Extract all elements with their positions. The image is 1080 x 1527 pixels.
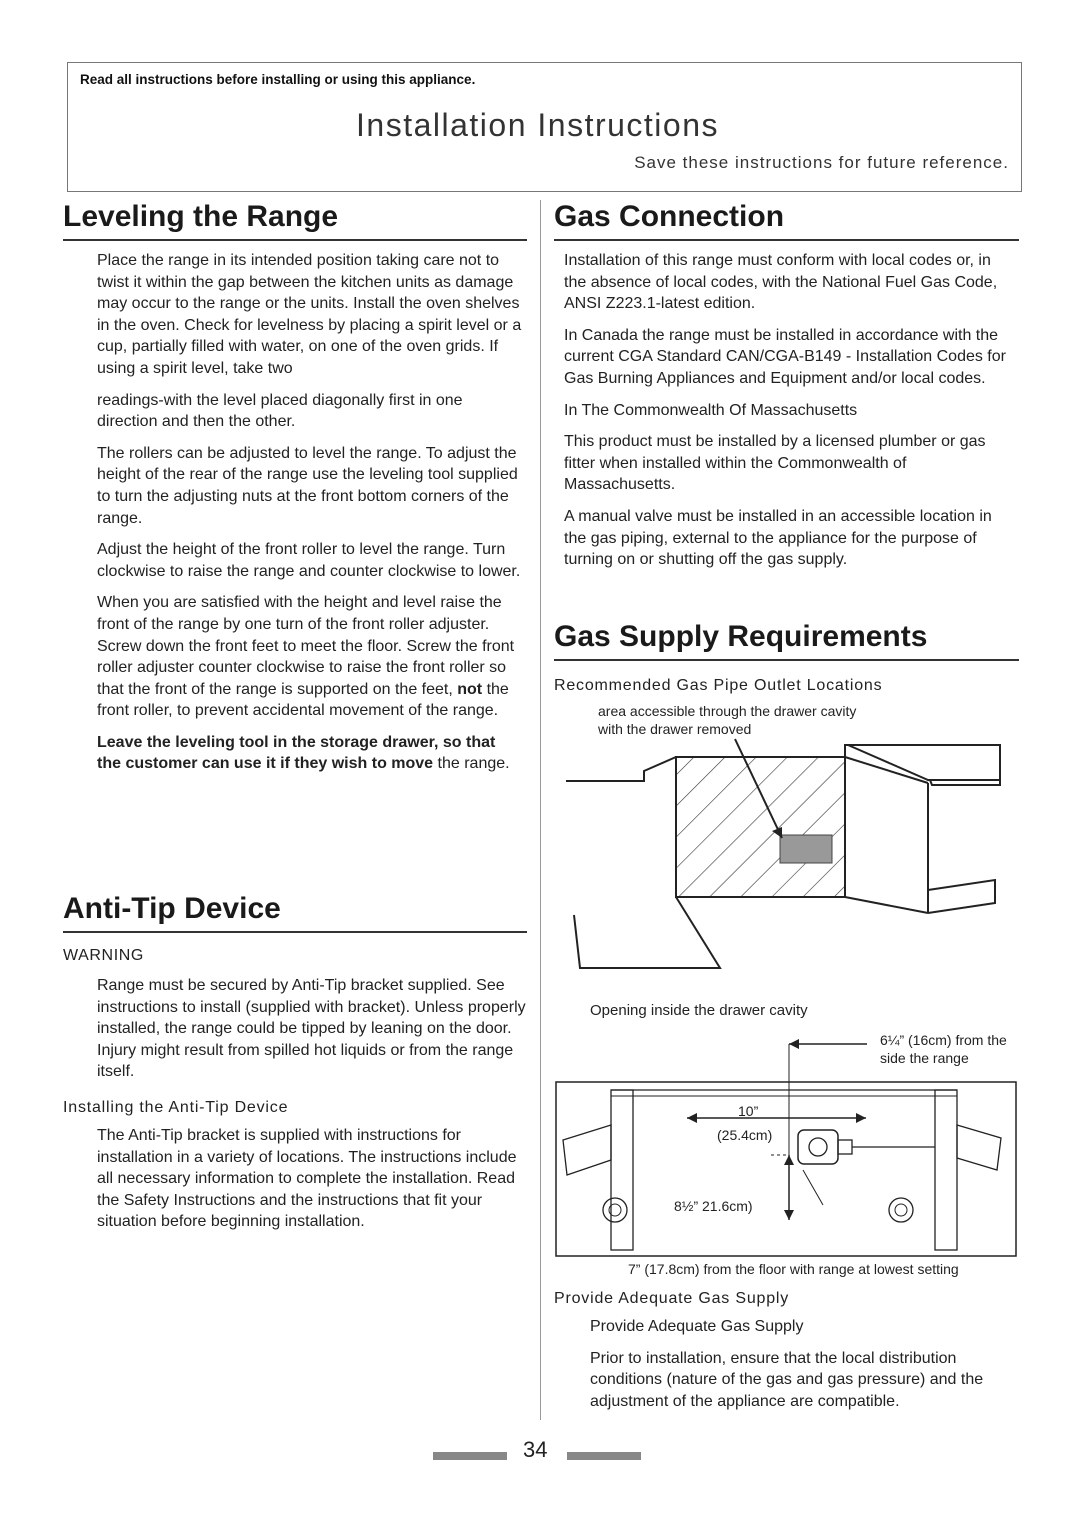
gas-p4: This product must be installed by a licensed plumber or gas fitter when installed within the Commonwealth of Massachusetts.: [564, 433, 986, 494]
leveling-p5: [97, 592, 522, 722]
leveling-p6-end: the range.: [437, 755, 510, 773]
antitip-heading: Anti-Tip Device: [63, 892, 281, 925]
leveling-body: [97, 250, 522, 775]
supply-rule: [554, 659, 1019, 661]
supply-subheading-2: Provide Adequate Gas Supply: [554, 1290, 790, 1307]
leveling-rule: [63, 239, 527, 241]
leveling-p5-a: When you are satisfied with the height and level raise the front of the range by one turn of the front roller adjuster. Screw down the front feet to meet the floor. Screw the front roller adjuster counter clockwise to raise the front roller so that the front of the range is supported on the feet,: [97, 594, 515, 698]
leveling-p6: [97, 732, 522, 775]
gas-p1: Installation of this range must conform with local codes or, in the absence of local codes, with the National Fuel Gas Code, ANSI Z223.1-latest edition.: [564, 252, 998, 313]
supply-heading: Gas Supply Requirements: [554, 620, 928, 653]
dim-height-label: 8½” 21.6cm): [674, 1198, 753, 1214]
supply-p1: Provide Adequate Gas Supply: [590, 1318, 804, 1335]
antitip-text: The Anti-Tip bracket is supplied with instructions for installation in a variety of locations. The instructions include all necessary information to complete the installation. Read the Safety Instructions and the instructions that fit your situation before beginning installation.: [97, 1127, 517, 1231]
gas-body: [564, 250, 1014, 571]
page-subtitle: Save these instructions for future reference.: [634, 153, 1009, 172]
gas-p2: In Canada the range must be installed in accordance with the current CGA Standard CAN/CGA-B149 - Installation Codes for Gas Burning Appliances and Equipment and/or local codes.: [564, 326, 1006, 387]
antitip-text-block: [97, 1125, 517, 1233]
supply-p2: Prior to installation, ensure that the local distribution conditions (nature of the gas and gas pressure) and the adjustment of the appliance are compatible.: [590, 1349, 984, 1410]
leveling-p1: Place the range in its intended position taking care not to twist it within the gap between the kitchen units as damage may occur to the range or the units. Install the oven shelves in the oven. Check for levelness by placing a spirit level or a cup, partially filled with water, on one of the oven grids. If using a spirit level, take two: [97, 252, 522, 377]
gas-rule: [554, 239, 1019, 241]
supply-subheading-1: Recommended Gas Pipe Outlet Locations: [554, 677, 883, 694]
dim-width-label: 10”: [738, 1103, 759, 1119]
column-divider: [540, 200, 541, 1420]
drawer-cavity-diagram: [560, 735, 1020, 975]
leveling-p3: The rollers can be adjusted to level the range. To adjust the height of the rear of the range use the leveling tool supplied to turn the adjusting nuts at the front bottom corners of the range.: [97, 444, 518, 527]
page-title: Installation Instructions: [356, 107, 719, 143]
gas-heading: Gas Connection: [554, 200, 785, 233]
leveling-p4: Adjust the height of the front roller to level the range. Turn clockwise to raise the range and counter clockwise to lower.: [97, 541, 521, 580]
antitip-rule: [63, 931, 527, 933]
supply-body: [590, 1316, 1015, 1412]
page-number: 34: [523, 1437, 548, 1462]
page-number-bar-left: [433, 1452, 507, 1460]
gas-p3: In The Commonwealth Of Massachusetts: [564, 401, 858, 419]
dim-side-label: 6¼” (16cm) from the side the range: [880, 1032, 1007, 1066]
header-box: [67, 62, 1022, 192]
leveling-p5-c: the front roller, to prevent accidental movement of the range.: [97, 680, 509, 720]
warning-text-block: [97, 975, 527, 1083]
antitip-subheading: Installing the Anti-Tip Device: [63, 1099, 289, 1116]
fig1-label: area accessible through the drawer cavity with the drawer removed: [598, 703, 857, 737]
gas-outlet-diagram: [553, 1030, 1021, 1262]
header-notice: Read all instructions before installing or using this appliance.: [80, 72, 476, 87]
gas-p5: A manual valve must be installed in an accessible location in the gas piping, external to the appliance for the purpose of turning on or shutting off the gas supply.: [564, 507, 992, 569]
leveling-heading: Leveling the Range: [63, 200, 339, 233]
leveling-p2: readings-with the level placed diagonally first in one direction and then the other.: [97, 391, 463, 431]
warning-label: WARNING: [63, 947, 144, 964]
dim-floor-label: 7” (17.8cm) from the floor with range at lowest setting: [628, 1261, 959, 1277]
leveling-p6-bold: Leave the leveling tool in the storage drawer, so that the customer can use it if they wish to move: [97, 733, 496, 773]
leveling-p5-bold: not: [457, 680, 483, 698]
dim-width-cm-label: (25.4cm): [717, 1127, 773, 1143]
fig2-caption: Opening inside the drawer cavity: [590, 1002, 808, 1019]
page-number-bar-right: [567, 1452, 641, 1460]
warning-text: Range must be secured by Anti-Tip bracket supplied. See instructions to install (supplied with bracket). Unless properly installed, the range could be tipped by leaning on the door. Injury might result from spilled hot liquids or from the range itself.: [97, 977, 526, 1081]
